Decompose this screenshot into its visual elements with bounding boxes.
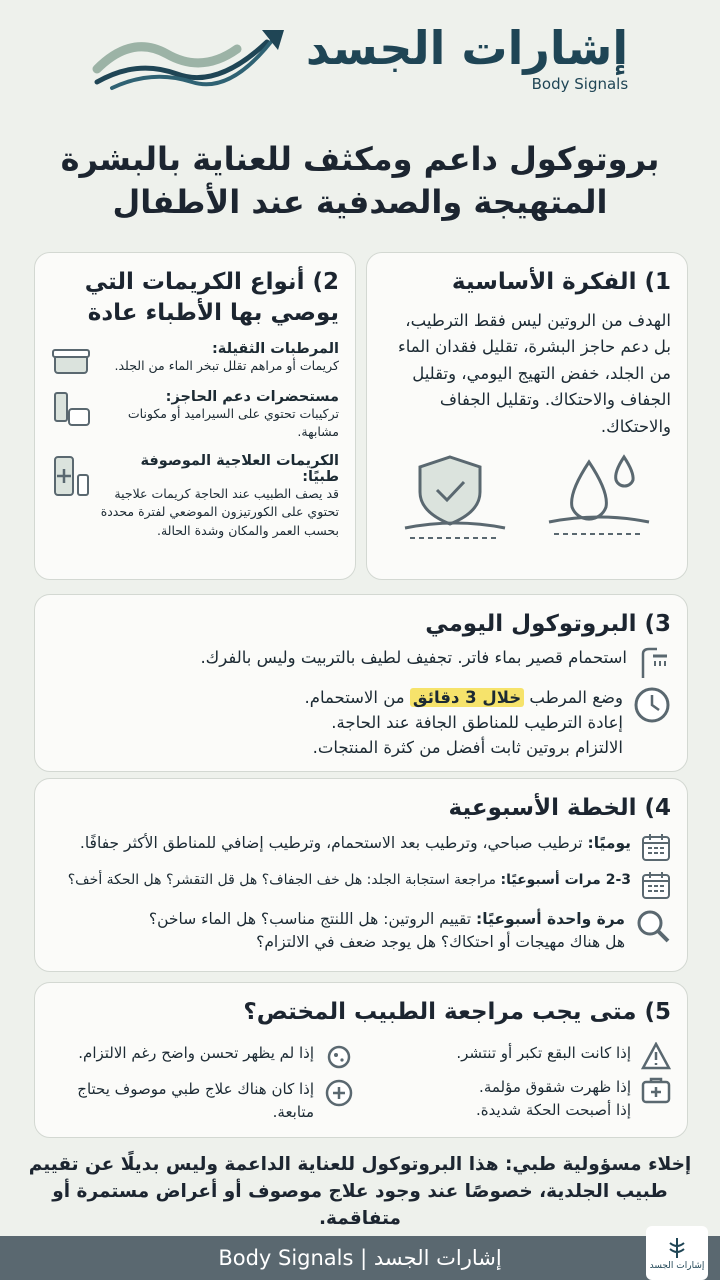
section-5-title: 5) متى يجب مراجعة الطبيب المختص؟ [243,999,671,1025]
clock-icon [633,686,671,724]
daily-line: استحمام قصير بماء فاتر. تجفيف لطيف بالتربيت وليس بالفرك. [200,648,627,668]
doctor-reason: إذا ظهرت شقوق مؤلمة. [479,1078,631,1097]
page-title: بروتوكول داعم ومكثف للعناية بالبشرة المتهيجة والصدفية عند الأطفال [60,140,660,222]
first-aid-icon [641,1076,671,1104]
daily-line: إعادة الترطيب للمناطق الجافة عند الحاجة. [331,712,623,732]
medical-tube-icon [51,453,91,501]
brand-title: إشارات الجسد [305,21,629,75]
magnifier-icon [635,908,671,944]
daily-row-shower [51,646,671,680]
doctor-col-right [368,1036,671,1123]
water-drops-icon [544,452,654,542]
section-1-body: الهدف من الروتين ليس فقط الترطيب، بل دعم حاجز البشرة، تقليل فقدان الماء من الجلد، خفض التهيج اليومي، وتقليل الجفاف والاحتكاك. وتقليل الجفاف والاحتكاك. [397,311,671,436]
section-3-title: 3) البروتوكول اليومي [425,611,671,637]
section-2-title: 2) أنواع الكريمات التي يوصي بها الأطباء عادة [84,269,339,327]
brand-badge-icon [664,1235,690,1261]
doctor-reason: إذا كان هناك علاج طبي موصوف يحتاج متابعة. [77,1080,314,1121]
shower-icon [637,646,671,680]
daily-line: وضع المرطب خلال 3 دقائق من الاستحمام. [304,688,623,708]
daily-line: الالتزام بروتين ثابت أفضل من كثرة المنتجات. [312,737,623,757]
logo-text [305,21,629,93]
cream-type-title: الكريمات العلاجية الموصوفة طبيًا: [140,453,339,486]
cream-type-desc: تركيبات تحتوي على السيراميد أو مكونات مشابهة. [127,406,339,440]
cream-type-desc: كريمات أو مراهم تقلل تبخر الماء من الجلد. [114,358,339,374]
weekly-row: 2-3 مرات أسبوعيًا: مراجعة استجابة الجلد: هل خف الجفاف؟ هل قل التقشر؟ هل الحكة أخف؟ [51,870,671,900]
cream-type-desc: قد يصف الطبيب عند الحاجة كريمات علاجية تحتوي على الكورتيزون الموضعي لفترة محددة بحسب العمر والمكان وشدة الحالة. [100,486,339,538]
shield-check-icon [400,452,510,542]
list-item [51,389,339,441]
illustration [383,452,671,542]
disclaimer: إخلاء مسؤولية طبي: هذا البروتوكول للعناية الداعمة وليس بديلًا عن تقييم طبيب الجلدية، خصوصًا عند وجود علاج موصوف أو أعراض مستمرة أو متفاقمة. [28,1154,692,1229]
doctor-col-left [51,1036,354,1123]
section-see-doctor [34,982,688,1138]
section-daily-protocol [34,594,688,772]
doctor-reason: إذا أصبحت الحكة شديدة. [475,1100,631,1119]
daily-row-moisturize [51,686,671,760]
section-1-title: 1) الفكرة الأساسية [451,269,671,295]
highlight-badge: خلال 3 دقائق [410,688,524,707]
logo-waves-icon [92,24,292,94]
calendar-icon [641,832,671,862]
brand-subtitle: Body Signals [531,75,629,93]
section-4-title: 4) الخطة الأسبوعية [448,795,671,821]
footer: Body Signals | إشارات الجسد [0,1236,720,1280]
header [0,0,720,118]
calendar-icon [641,870,671,900]
doctor-reason: إذا لم يظهر تحسن واضح رغم الالتزام. [78,1044,314,1063]
cream-tube-icon [51,389,91,429]
list-item [51,453,339,539]
weekly-row: يوميًا: ترطيب صباحي، وترطيب بعد الاستحمام، وترطيب إضافي للمناطق الأكثر جفافًا. [51,832,671,862]
weekly-row: مرة واحدة أسبوعيًا: تقييم الروتين: هل اللنتج مناسب؟ هل الماء ساخن؟ هل هناك مهيجات أو احتكاك؟ هل يوجد ضعف في الالتزام؟ [51,908,671,955]
germ-icon [324,1042,354,1072]
brand-badge: إشارات الجسد [646,1226,708,1280]
list-item [51,341,339,377]
section-weekly-plan [34,778,688,972]
section-core-idea [366,252,688,580]
cream-type-title: مستحضرات دعم الحاجز: [165,389,339,406]
warning-icon [641,1042,671,1070]
cream-type-title: المرطبات الثقيلة: [212,341,339,358]
doctor-phone-icon [324,1078,354,1108]
section-cream-types [34,252,356,580]
doctor-reason: إذا كانت البقع تكبر أو تنتشر. [456,1044,631,1063]
cream-jar-icon [51,341,91,377]
